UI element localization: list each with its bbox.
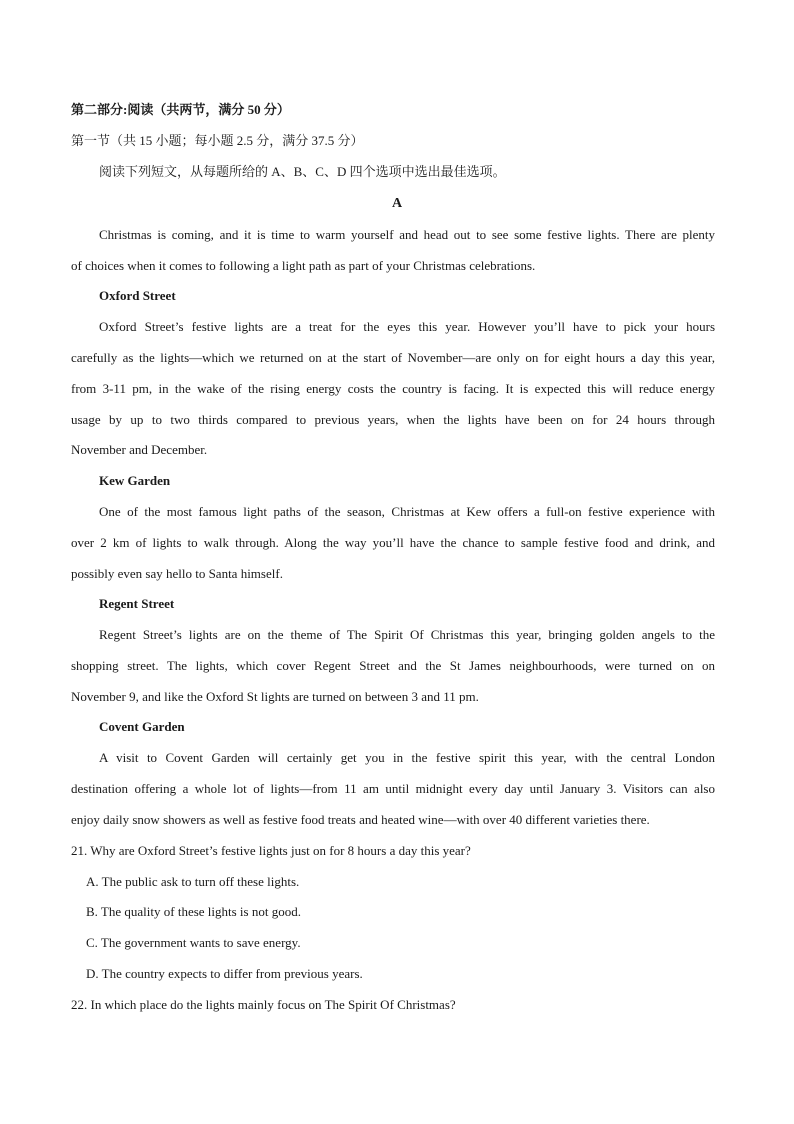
paragraph-line: A visit to Covent Garden will certainly get you in the festive spirit this year, with the central London xyxy=(99,750,715,765)
paragraph-line: One of the most famous light paths of the season, Christmas at Kew offers a full-on festive experience with xyxy=(99,504,715,519)
section-heading: Oxford Street xyxy=(99,288,176,303)
section-heading: Regent Street xyxy=(99,596,175,611)
paragraph-line: over 2 km of lights to walk through. Along the way you’ll have the chance to sample festive food and drink, and xyxy=(71,535,715,550)
paragraph-line: from 3-11 pm, in the wake of the rising energy costs the country is facing. It is expected this will reduce energy xyxy=(71,381,715,396)
paragraph-line: enjoy daily snow showers as well as festive food treats and heated wine—with over 40 different varieties there. xyxy=(71,812,650,827)
paragraph-line: Oxford Street’s festive lights are a treat for the eyes this year. However you’ll have to pick your hours xyxy=(99,319,715,334)
paragraph-line: November and December. xyxy=(71,442,208,457)
question-option: A. The public ask to turn off these lights. xyxy=(86,874,300,889)
question-stem: 22. In which place do the lights mainly focus on The Spirit Of Christmas? xyxy=(71,997,456,1012)
question-stem: 21. Why are Oxford Street’s festive lights just on for 8 hours a day this year? xyxy=(71,843,471,858)
paragraph-line: Regent Street’s lights are on the theme of The Spirit Of Christmas this year, bringing golden angels to the xyxy=(99,627,715,642)
section-title: 第一节（共 15 小题；每小题 2.5 分，满分 37.5 分） xyxy=(71,133,364,148)
section-heading: Covent Garden xyxy=(99,719,185,734)
question-option: D. The country expects to differ from previous years. xyxy=(86,966,363,981)
intro-line: Christmas is coming, and it is time to warm yourself and head out to see some festive lights. There are plenty xyxy=(99,227,715,242)
question-option: B. The quality of these lights is not good. xyxy=(86,904,301,919)
paragraph-line: destination offering a whole lot of lights—from 11 am until midnight every day until January 3. Visitors can also xyxy=(71,781,715,796)
passage-label: A xyxy=(391,196,403,211)
paragraph-line: possibly even say hello to Santa himself. xyxy=(71,566,283,581)
question-option: C. The government wants to save energy. xyxy=(86,935,301,950)
paragraph-line: usage by up to two thirds compared to previous years, when the lights have been on for 24 hours through xyxy=(71,412,715,427)
part-title: 第二部分:阅读（共两节，满分 50 分） xyxy=(71,102,290,117)
instruction: 阅读下列短文，从每题所给的 A、B、C、D 四个选项中选出最佳选项。 xyxy=(99,164,506,179)
paragraph-line: November 9, and like the Oxford St lights are turned on between 3 and 11 pm. xyxy=(71,689,479,704)
paragraph-line: carefully as the lights—which we returned on at the start of November—are only on for eight hours a day this year, xyxy=(71,350,715,365)
intro-line: of choices when it comes to following a light path as part of your Christmas celebrations. xyxy=(71,258,536,273)
paragraph-line: shopping street. The lights, which cover Regent Street and the St James neighbourhoods, were turned on on xyxy=(71,658,715,673)
section-heading: Kew Garden xyxy=(99,473,171,488)
